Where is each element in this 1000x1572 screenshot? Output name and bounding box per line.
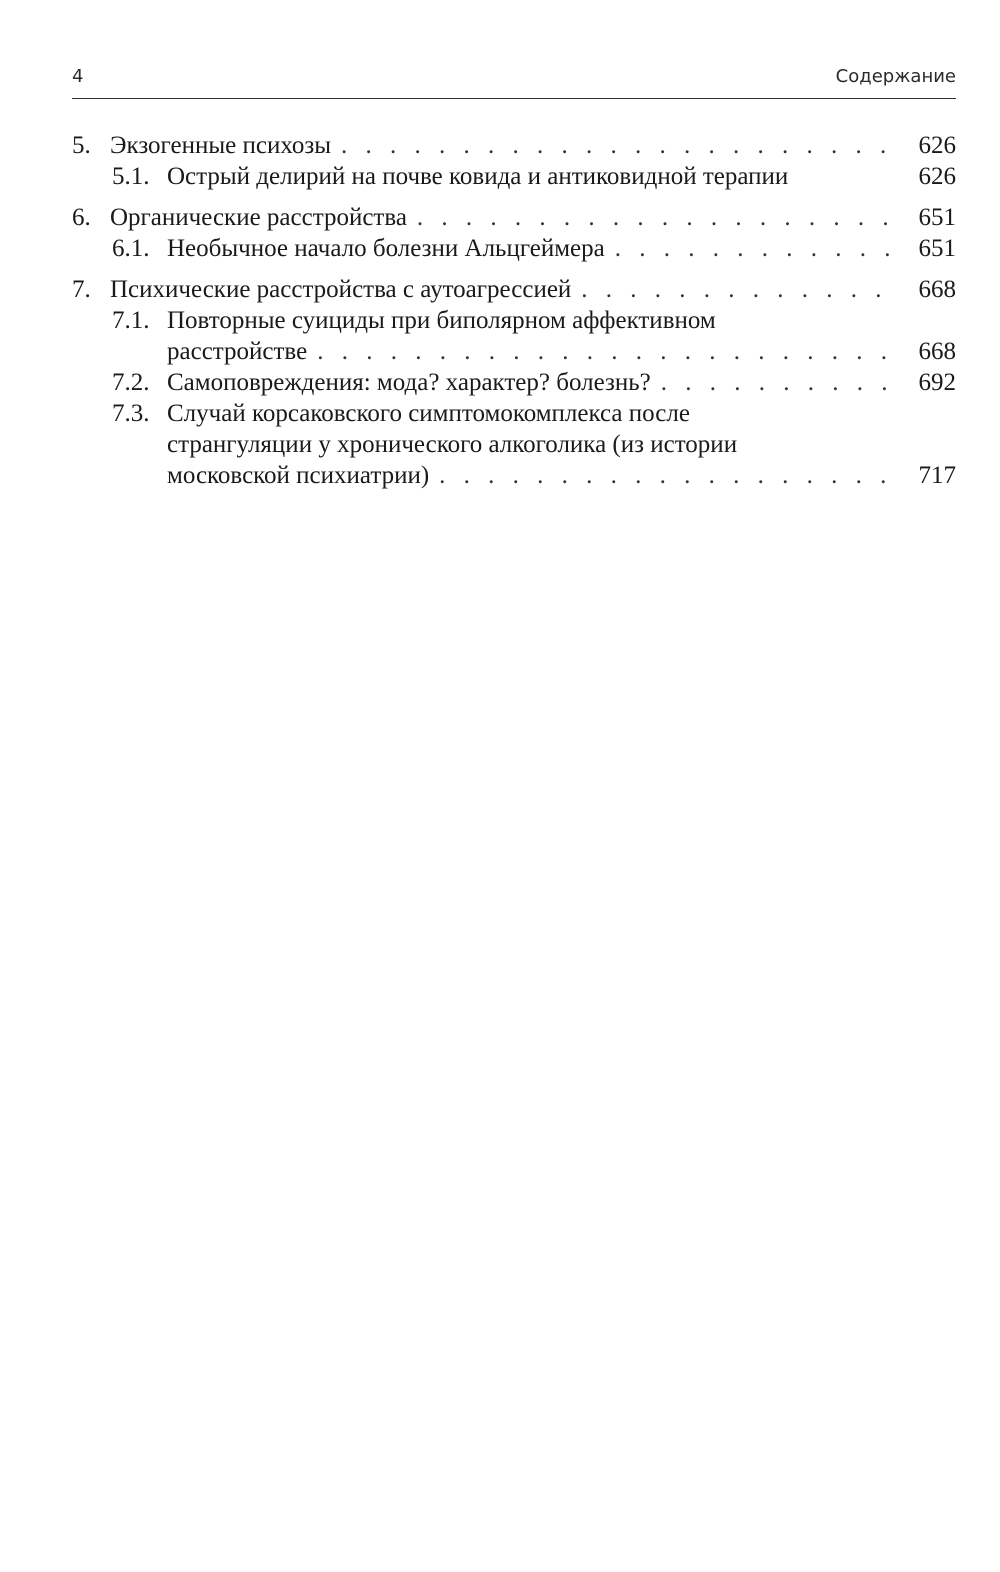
entry-page: 651 bbox=[918, 235, 956, 262]
entry-title: Случай корсаковского симптомокомплекса после bbox=[167, 400, 690, 427]
toc-entry[interactable] bbox=[72, 274, 956, 305]
entry-page: 668 bbox=[918, 338, 956, 365]
entry-number: 5.1. bbox=[112, 163, 150, 190]
toc-entry[interactable] bbox=[72, 202, 956, 233]
entry-title-continued: странгуляции у хронического алкоголика (из истории bbox=[167, 431, 738, 458]
dot-leader bbox=[581, 274, 898, 305]
toc-entry[interactable] bbox=[72, 305, 956, 367]
entry-title: Самоповреждения: мода? характер? болезнь? bbox=[167, 369, 651, 396]
toc-chapter-7 bbox=[72, 274, 956, 491]
toc-entry[interactable] bbox=[72, 130, 956, 161]
entry-number: 7.1. bbox=[112, 307, 150, 334]
entry-title: Психические расстройства с аутоагрессией bbox=[110, 276, 572, 303]
dot-leader bbox=[317, 336, 898, 367]
entry-number: 7.3. bbox=[112, 400, 150, 427]
toc-entry[interactable] bbox=[72, 233, 956, 264]
running-title: Содержание bbox=[835, 66, 956, 87]
entry-title: Острый делирий на почве ковида и антиковидной терапии bbox=[167, 163, 789, 190]
dot-leader bbox=[417, 202, 898, 233]
running-header bbox=[72, 64, 956, 94]
entry-number: 5. bbox=[72, 132, 91, 159]
dot-leader bbox=[439, 460, 898, 491]
entry-title-continued: расстройстве bbox=[167, 338, 308, 365]
entry-number: 6. bbox=[72, 204, 91, 231]
entry-page: 626 bbox=[918, 132, 956, 159]
entry-title: Повторные суициды при биполярном аффективном bbox=[167, 307, 716, 334]
toc-entry[interactable] bbox=[72, 161, 956, 192]
entry-page: 692 bbox=[918, 369, 956, 396]
toc-chapter-6 bbox=[72, 202, 956, 264]
page-number: 4 bbox=[72, 66, 84, 87]
dot-leader bbox=[615, 233, 898, 264]
toc-entry[interactable] bbox=[72, 398, 956, 491]
entry-title-continued: московской психиатрии) bbox=[167, 462, 430, 489]
entry-page: 668 bbox=[918, 276, 956, 303]
entry-title: Органические расстройства bbox=[110, 204, 407, 231]
toc-entry[interactable] bbox=[72, 367, 956, 398]
entry-number: 6.1. bbox=[112, 235, 150, 262]
header-rule bbox=[72, 98, 956, 99]
dot-leader bbox=[341, 130, 898, 161]
entry-title: Необычное начало болезни Альцгеймера bbox=[167, 235, 605, 262]
entry-page: 717 bbox=[918, 462, 956, 489]
toc-chapter-5 bbox=[72, 130, 956, 192]
entry-number: 7.2. bbox=[112, 369, 150, 396]
entry-page: 651 bbox=[918, 204, 956, 231]
dot-leader bbox=[661, 367, 898, 398]
entry-title: Экзогенные психозы bbox=[110, 132, 332, 159]
entry-number: 7. bbox=[72, 276, 91, 303]
entry-page: 626 bbox=[918, 163, 956, 190]
table-of-contents bbox=[72, 130, 956, 501]
